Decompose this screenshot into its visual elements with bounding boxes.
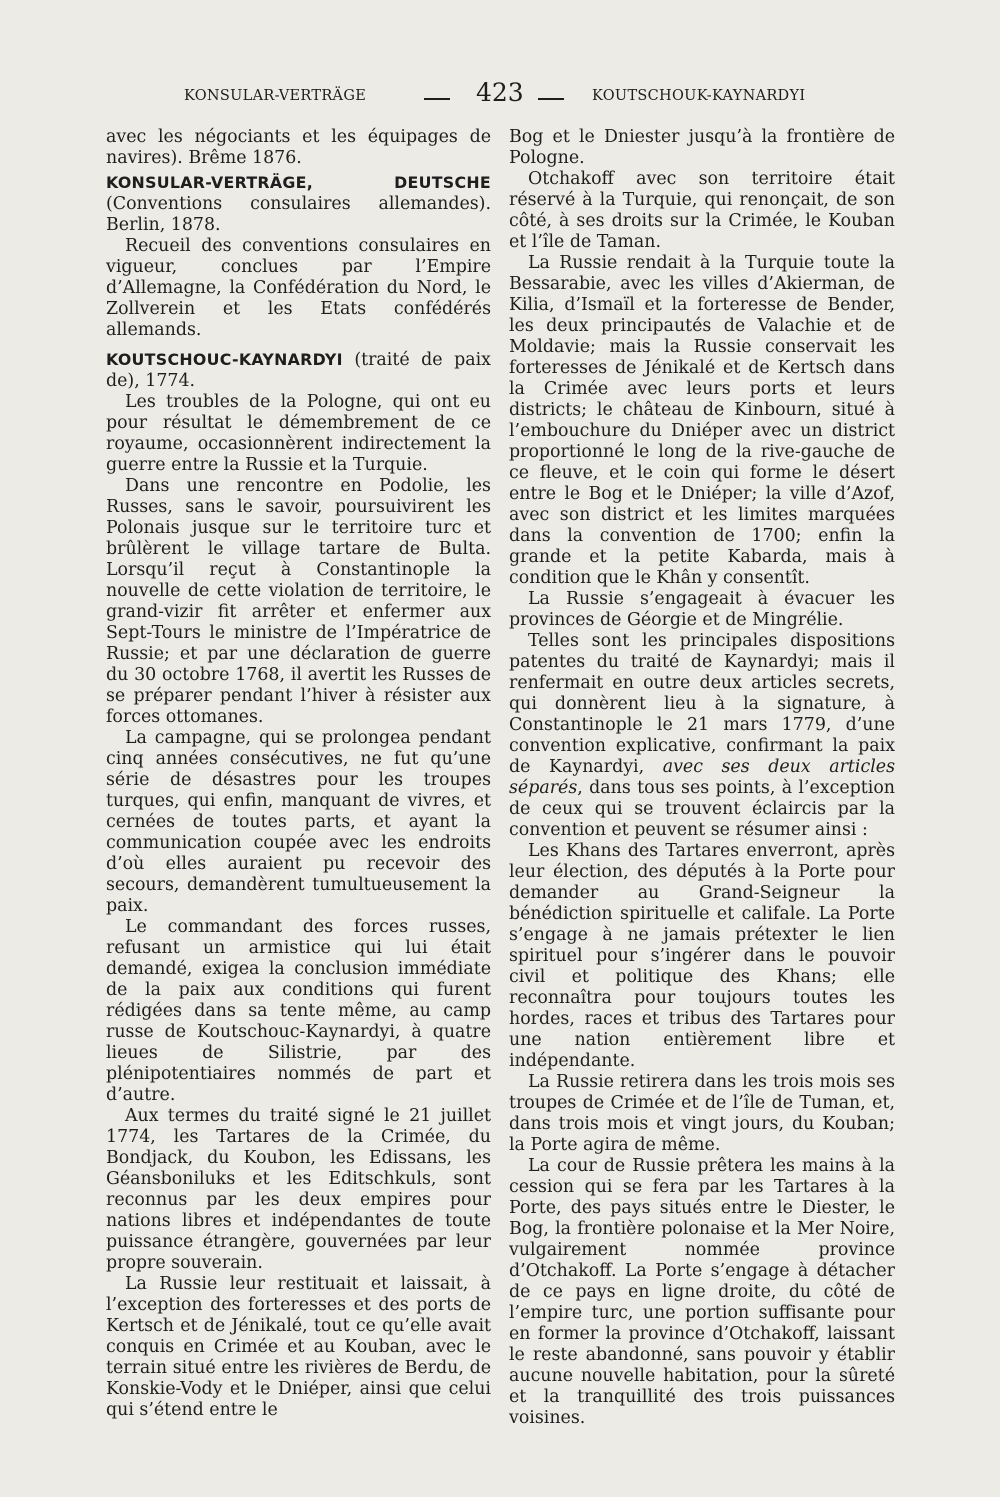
paragraph-text: , dans tous ses points, à l’exception de ceux qui se trouvent éclaircis par la convention et peuvent se résumer ainsi : [509,778,895,840]
entry-headword: KOUTSCHOUC-KAYNARDYI [106,350,343,369]
paragraph: Bog et le Dniester jusqu’à la frontière de Pologne. [509,127,895,168]
paragraph: La Russie retirera dans les trois mois ses troupes de Crimée et de l’île de Tuman, et, dans trois mois et vingt jours, du Kouban; la Porte agira de même. [509,1072,895,1155]
paragraph: Les troubles de la Pologne, qui ont eu pour résultat le démembrement de ce royaume, occasionnèrent indirectement la guerre entre la Russie et la Turquie. [106,392,491,475]
page-number: 423 [476,78,524,107]
paragraph: Le commandant des forces russes, refusant un armistice qui lui était demandé, exigea la conclusion immédiate de la paix aux conditions qui furent rédigées dans sa tente même, au camp russe de Koutschouc-Kaynardyi, à quatre lieues de Silistrie, par des plénipotentiaires nommés de part et d’autre. [106,917,491,1105]
paragraph-text: Telles sont les principales dispositions patentes du traité de Kaynardyi; mais il renfermait en outre deux articles secrets, qui donnèrent lieu à la signature, à Constantinople le 21 mars 1779, d’une convention explicative, confirmant la paix de Kaynardyi, [509,631,895,777]
paragraph: Recueil des conventions consulaires en vigueur, conclues par l’Empire d’Allemagne, la Confédération du Nord, le Zollverein et les Etats confédérés allemands. [106,236,491,340]
running-header [176,78,836,112]
header-right-title: KOUTSCHOUK-KAYNARDYI [592,88,806,104]
paragraph: La Russie leur restituait et laissait, à l’exception des forteresses et des ports de Kertsch et de Jénikalé, tout ce qu’elle avait conquis en Crimée et au Kouban, avec le terrain situé entre les rivières de Berdu, de Konskie-Vody et le Dniéper, ainsi que celui qui s’étend entre le [106,1274,491,1420]
dictionary-entry [106,349,491,392]
paragraph [509,631,895,841]
paragraph: Aux termes du traité signé le 21 juillet 1774, les Tartares de la Crimée, du Bondjack, du Koubon, les Edissans, les Géansboniluks et les Editschkuls, sont reconnus par les deux empires pour nations libres et indépendantes de toute puissance étrangère, gouvernées par leur propre souverain. [106,1106,491,1273]
paragraph: La Russie s’engageait à évacuer les provinces de Géorgie et de Mingrélie. [509,589,895,630]
entry-description: (traité de paix de), 1774. [106,350,491,391]
paragraph: Les Khans des Tartares enverront, après leur élection, des députés à la Porte pour demander au Grand-Seigneur la bénédiction spirituelle et califale. La Porte s’engage à ne jamais prétexter le lien spirituel pour s’ingérer dans le pouvoir civil et politique des Khans; elle reconnaîtra pour toujours toutes les hordes, races et tribus des Tartares pour une nation entièrement libre et indépendante. [509,841,895,1071]
right-column [509,127,895,1429]
paragraph: La cour de Russie prêtera les mains à la cession qui se fera par les Tartares à la Porte, des pays situés entre le Diester, le Bog, la frontière polonaise et la Mer Noire, vulgairement nommée province d’Otchakoff. La Porte s’engage à détacher de ce pays en ligne droite, du côté de l’empire turc, une portion suffisante pour en former la province d’Otchakoff, laissant le reste abandonné, sans pouvoir y établir aucune nouvelle habitation, pour la sûreté et la tranquillité des trois puissances voisines. [509,1156,895,1428]
header-left-title: KONSULAR-VERTRÄGE [184,88,367,104]
paragraph: Otchakoff avec son territoire était réservé à la Turquie, qui renonçait, de son côté, à ses droits sur la Crimée, le Kouban et l’île de Taman. [509,169,895,252]
left-column [106,127,491,1421]
header-dash [538,98,564,100]
entry-description: (Conventions consulaires allemandes). Berlin, 1878. [106,194,491,235]
dictionary-entry [106,172,491,236]
paragraph: La Russie rendait à la Turquie toute la Bessarabie, avec les villes d’Akierman, de Kilia, d’Ismaïl et la forteresse de Bender, les deux principautés de Valachie et de Moldavie; mais la Russie conservait les forteresses de Jénikalé et de Kertsch dans la Crimée avec leurs ports et leurs districts; le château de Kinbourn, situé à l’embouchure du Dniéper avec un district proportionné le long de la rive-gauche de ce fleuve, et le coin qui forme le désert entre le Bog et le Dniéper; la ville d’Azof, avec son district et les limites marquées dans la convention de 1700; enfin la grande et la petite Kabarda, mais à condition que le Khân y consentît. [509,253,895,588]
entry-headword: KONSULAR-VERTRÄGE, DEUTSCHE [106,173,491,192]
italic-phrase: avec ses deux articles séparés [509,757,895,798]
paragraph: Dans une rencontre en Podolie, les Russes, sans le savoir, poursuivirent les Polonais jusque sur le territoire turc et brûlèrent le village tartare de Bulta. Lorsqu’il reçut à Constantinople la nouvelle de cette violation de territoire, le grand-vizir fit arrêter et enfermer aux Sept-Tours le ministre de l’Impératrice de Russie; et par une déclaration de guerre du 30 octobre 1768, il avertit les Russes de se préparer pendant l’hiver à résister aux forces ottomanes. [106,476,491,727]
header-dash [424,98,450,100]
paragraph: La campagne, qui se prolongea pendant cinq années consécutives, ne fut qu’une série de désastres pour les troupes turques, qui enfin, manquant de vivres, et cernées de toutes parts, et ayant la communication coupée avec les endroits d’où elles auraient pu recevoir des secours, demandèrent tumultueusement la paix. [106,728,491,916]
paragraph: avec les négociants et les équipages de navires). Brême 1876. [106,127,491,168]
